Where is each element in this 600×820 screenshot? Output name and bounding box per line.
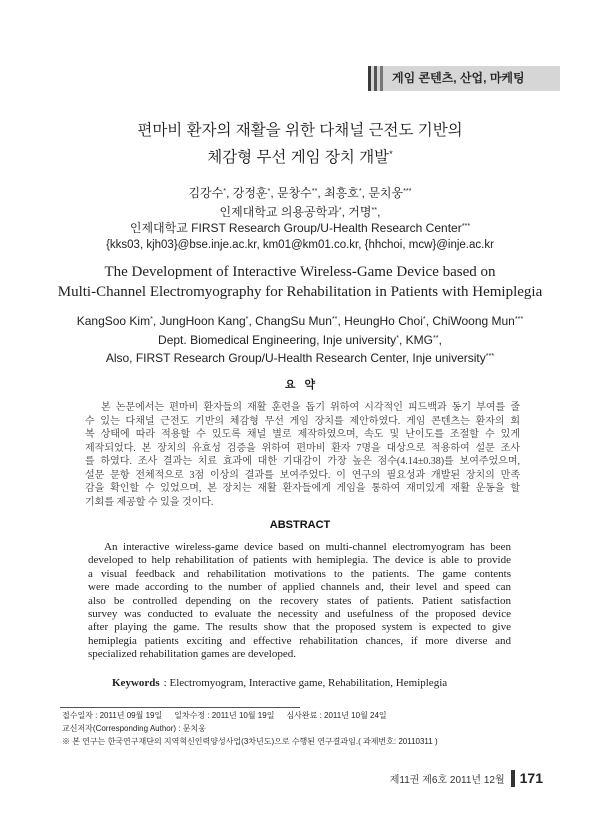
author-name: 최흥호 <box>324 186 359 200</box>
affiliation-text: 인제대학교 의용공학과 <box>219 205 339 219</box>
korean-abstract <box>85 401 520 509</box>
author-name: KangSoo Kim <box>76 314 151 328</box>
author-separator: , <box>270 186 277 200</box>
affiliation-mark: * <box>245 314 249 324</box>
affiliation-mark: * <box>267 186 271 196</box>
affiliation-mark: ** <box>371 205 378 215</box>
korean-affiliation-line-2 <box>0 220 600 236</box>
korean-title-line-1: 편마비 환자의 재활을 위한 다채널 근전도 기반의 <box>137 122 463 139</box>
korean-title-line-2 <box>0 147 600 169</box>
affiliation-mark: ** <box>433 333 439 343</box>
author-separator: , <box>361 186 369 200</box>
english-title-line-2: Multi-Channel Electromyography for Rehabilitation in Patients with Hemiplegia <box>57 284 543 300</box>
accepted-date: 심사완료 : 2011년 10월 24일 <box>286 711 387 720</box>
submission-dates <box>62 709 387 722</box>
badge-stripe <box>374 66 377 91</box>
corresponding-author: 교신저자(Corresponding Author) : 문치웅 <box>62 724 206 733</box>
author-separator: , <box>337 314 345 328</box>
author-separator: , <box>226 186 233 200</box>
english-authors <box>0 313 600 329</box>
korean-abstract-line: 복 상태에 따라 적용할 수 있도록 채널 별로 제작하였으며, 속도 및 난이도를 조절할 수 있게 <box>85 429 520 440</box>
korean-abstract-heading: 요 약 <box>284 379 316 391</box>
english-abstract-line: developed to help rehabilitation of patients with hemiplegia. The device is able to provide <box>88 554 511 567</box>
english-abstract-line: were made according to the number of applied channels and, their level and speed can <box>88 581 511 594</box>
title-footnote-mark: * <box>389 148 393 159</box>
footnote-divider <box>60 707 300 708</box>
section-badge-label: 게임 콘텐츠, 산업, 마케팅 <box>392 71 525 85</box>
keywords <box>112 675 447 691</box>
received-date: 접수일자 : 2011년 09월 19일 <box>62 711 163 720</box>
author-separator: , <box>317 186 325 200</box>
author-separator: , <box>248 314 256 328</box>
affiliation-text: , KMG <box>398 333 433 347</box>
affiliation-mark: * <box>422 314 426 324</box>
affiliation-text: 인제대학교 FIRST Research Group/U-Health Research Center <box>129 221 462 235</box>
page-number: 171 <box>519 770 543 786</box>
affiliation-mark: ** <box>311 186 318 196</box>
author-name: ChangSu Mun <box>255 314 332 328</box>
badge-stripe <box>368 66 371 91</box>
author-separator: , <box>425 314 433 328</box>
affiliation-mark: * <box>358 186 362 196</box>
author-name: 김강수 <box>188 186 224 200</box>
revised-date: 일차수정 : 2011년 10월 19일 <box>174 711 275 720</box>
keywords-label: Keywords <box>112 677 160 689</box>
keywords-value: : Electromyogram, Interactive game, Rehabilitation, Hemiplegia <box>163 677 448 689</box>
korean-abstract-line: 설문 문항 전체적으로 3점 이상의 결과를 보여주었다. 이 연구의 필요성과 개발된 장치의 만족 <box>85 469 520 481</box>
affiliation-mark: ** <box>331 314 338 324</box>
english-abstract-line: specialized rehabilitation games are developed. <box>88 648 296 661</box>
author-name: 문창수 <box>277 186 312 200</box>
funding-note: ※ 본 연구는 한국연구재단의 지역혁신인력양성사업(3차년도)으로 수행된 연구결과임.( 과제번호: 20110311 ) <box>62 737 438 746</box>
korean-abstract-line: 기회를 제공할 수 있을 것이다. <box>85 496 214 508</box>
english-abstract <box>88 541 511 662</box>
korean-abstract-line: 를 하였다. 조사 결과는 치료 효과에 대한 기대감이 가장 높은 점수(4.14±0.38)를 보여주었으며, <box>85 456 520 467</box>
affiliation-mark: * <box>223 186 227 196</box>
affiliation-text: Dept. Biomedical Engineering, Inje university <box>158 333 397 347</box>
author-name: 강정훈 <box>232 186 268 200</box>
author-separator: , <box>152 314 160 328</box>
author-emails: {kks03, kjh03}@bse.inje.ac.kr, km01@km01.co.kr, {hhchoi, mcw}@inje.ac.kr <box>106 239 494 251</box>
korean-abstract-line: 수 있는 다채널 근전도 기반의 체감형 무선 게임 장치를 제안하였다. 게임 콘텐츠는 환자의 회 <box>85 415 520 427</box>
korean-abstract-line: 본 논문에서는 편마비 환자들의 재활 훈련을 돕기 위하여 시각적인 피드백과 동기 부여를 줄 <box>101 402 520 413</box>
affiliation-text: , <box>438 333 442 347</box>
english-abstract-line: An interactive wireless-game device based on multi-channel electromyogram has been <box>104 541 511 553</box>
korean-abstract-line: 제작되었다. 본 장치의 유효성 검증을 위하여 편마비 환자 7명을 대상으로 적용하여 설문 조사 <box>85 442 520 454</box>
author-name: HeungHo Choi <box>344 314 423 328</box>
english-abstract-line: after playing the game. The results show that the proposed system is expected to give <box>88 621 511 634</box>
korean-abstract-line: 감을 확인할 수 있었으며, 본 장치는 재활 환자들에게 게임을 통하여 재미있게 재활 운동을 할 <box>85 483 520 494</box>
english-abstract-line: a visual feedback and rehabilitation motivations to the patients. The game contents <box>88 567 511 580</box>
english-abstract-line: hemiplegia patients exciting and effective rehabilitation chances, if more diverse and <box>88 634 511 647</box>
author-name: 문치웅 <box>368 186 404 200</box>
affiliation-mark: *** <box>403 186 412 196</box>
english-abstract-line: also be controlled depending on the recovery states of patients. Patient satisfaction <box>88 594 511 607</box>
author-name: ChiWoong Mun <box>432 314 515 328</box>
affiliation-text: , 거명 <box>341 205 372 219</box>
affiliation-mark: *** <box>514 314 524 324</box>
section-badge <box>368 66 560 91</box>
affiliation-mark: * <box>338 205 342 215</box>
korean-title-text: 체감형 무선 게임 장치 개발 <box>207 149 390 166</box>
affiliation-mark: *** <box>485 351 495 361</box>
english-abstract-heading: ABSTRACT <box>269 519 331 531</box>
affiliation-mark: *** <box>461 221 471 231</box>
korean-authors <box>0 185 600 201</box>
english-abstract-line: survey was conducted to evaluate the necessity and usefulness of the proposed device <box>88 607 511 620</box>
affiliation-mark: * <box>150 314 153 324</box>
affiliation-text: Also, FIRST Research Group/U-Health Research Center, Inje university <box>105 351 486 365</box>
korean-affiliation-line-1 <box>0 204 600 220</box>
page-number-divider <box>511 770 515 787</box>
page-footer <box>390 769 543 787</box>
affiliation-text: , <box>377 205 381 219</box>
badge-stripe <box>380 66 383 91</box>
affiliation-mark: * <box>396 333 399 343</box>
english-affiliation-line-2 <box>0 350 600 366</box>
english-title-line-1: The Development of Interactive Wireless-Game Device based on <box>104 264 496 280</box>
english-affiliation-line-1 <box>0 332 600 348</box>
journal-issue: 제11권 제6호 2011년 12월 <box>389 774 505 786</box>
author-name: JungHoon Kang <box>159 314 246 328</box>
